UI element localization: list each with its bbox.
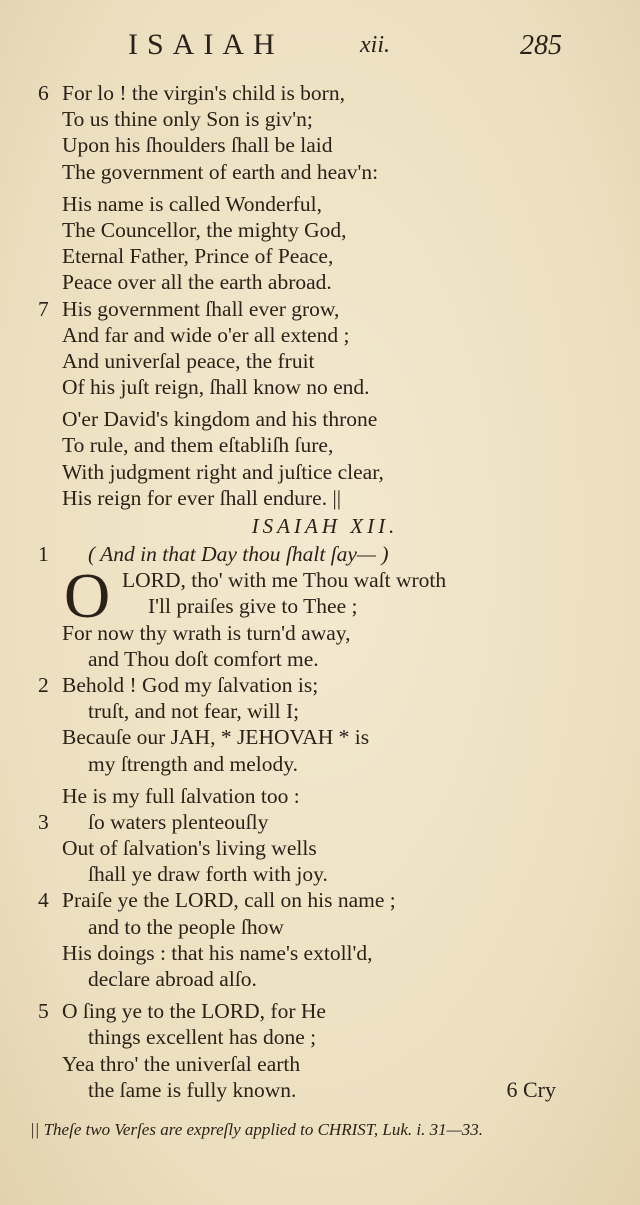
verse-line-text: His reign for ever ſhall endure. || (62, 485, 342, 510)
verse-line-text: the ſame is fully known. (88, 1077, 297, 1102)
verse-line-text: For lo ! the virgin's child is born, (62, 81, 345, 105)
verse-line-text: Peace over all the earth abroad. (62, 270, 332, 295)
verse-line (0, 191, 640, 217)
hymn-text (0, 80, 640, 1103)
verse-line-text: ſo waters plenteouſly (88, 809, 269, 834)
drop-cap-initial: O (64, 560, 111, 632)
verse-line (0, 998, 640, 1024)
verse-intro-text: ( And in that Day thou ſhalt ſay— ) (88, 542, 389, 566)
header-book-title: ISAIAH (128, 28, 284, 61)
verse-line-text: Upon his ſhoulders ſhall be laid (62, 133, 333, 158)
verse-number: 6 (38, 81, 49, 105)
verse-line (0, 835, 640, 861)
verse-line (0, 159, 640, 185)
verse-line-text: Behold ! God my ſalvation is; (62, 672, 319, 697)
verse-line-text: His doings : that his name's extoll'd, (62, 940, 373, 965)
verse-line (0, 432, 640, 458)
verse-line-text: truſt, and not fear, will I; (88, 699, 300, 724)
catchword: 6 Cry (506, 1076, 556, 1102)
verse-line (0, 217, 640, 243)
verse-line-text: and Thou doſt comfort me. (88, 646, 319, 671)
footnote: || Theſe two Verſes are expreſly applied to CHRIST, Luk. i. 31—33. (30, 1120, 484, 1139)
verse-line (0, 783, 640, 809)
verse-line-text: my ſtrength and melody. (88, 751, 298, 776)
verse-line (0, 724, 640, 750)
verse-line (0, 374, 640, 400)
verse-line (0, 485, 640, 511)
verse-line-text: ſhall ye draw forth with joy. (88, 862, 328, 887)
page-number: 285 (520, 30, 562, 61)
verse-line (0, 296, 640, 322)
verse-line-text: Out of ſalvation's living wells (62, 836, 317, 861)
verse-line (0, 940, 640, 966)
chapter-subheading: ISAIAH XII. (251, 514, 399, 538)
verse-line-text: Eternal Father, Prince of Peace, (62, 244, 334, 269)
verse-line-text: LORD, tho' with me Thou waſt wroth (122, 568, 447, 593)
verse-line (0, 861, 640, 887)
drop-cap-block (0, 560, 640, 632)
verse-line (0, 966, 640, 992)
verse-line (0, 80, 640, 106)
verse-line (0, 106, 640, 132)
verse-line-text: O'er David's kingdom and his throne (62, 407, 378, 432)
verse-line-text: Becauſe our JAH, * JEHOVAH * is (62, 725, 370, 750)
verse-number: 1 (38, 542, 49, 566)
verse-line-text: To us thine only Son is giv'n; (62, 107, 313, 132)
verse-line-text: He is my full ſalvation too : (62, 783, 300, 808)
verse-line-text: declare abroad alſo. (88, 967, 257, 992)
verse-line-text: The government of earth and heav'n: (62, 159, 379, 184)
verse-line (0, 348, 640, 374)
verse-line-text: things excellent has done ; (88, 1025, 317, 1050)
header-chapter: xii. (360, 32, 390, 58)
verse-line-text: Yea thro' the univerſal earth (62, 1051, 301, 1076)
verse-number: 7 (38, 296, 49, 321)
verse-line-text: Praiſe ye the LORD, call on his name ; (62, 888, 396, 913)
verse-line (0, 809, 640, 835)
verse-line-text: O ſing ye to the LORD, for He (62, 999, 326, 1024)
verse-number: 2 (38, 672, 49, 697)
verse-line (0, 1024, 640, 1050)
verse-line-text: To rule, and them eſtabliſh ſure, (62, 433, 334, 458)
verse-line (0, 459, 640, 485)
verse-number: 5 (38, 999, 49, 1024)
verse-line-text: and to the people ſhow (88, 914, 284, 939)
running-header (0, 28, 640, 68)
verse-line-text: And univerſal peace, the fruit (62, 348, 315, 373)
verse-line (0, 1077, 640, 1103)
verse-line-text: His name is called Wonderful, (62, 191, 322, 216)
verse-line (0, 406, 640, 432)
verse-line-text: I'll praiſes give to Thee ; (148, 594, 358, 619)
verse-line (0, 620, 640, 646)
verse-line (0, 914, 640, 940)
verse-line-text: The Councellor, the mighty God, (62, 217, 347, 242)
verse-line (0, 269, 640, 295)
verse-line-text: With judgment right and juſtice clear, (62, 459, 384, 484)
verse-line (0, 698, 640, 724)
verse-line (0, 646, 640, 672)
verse-line (0, 887, 640, 913)
verse-line (0, 593, 640, 619)
verse-line (0, 751, 640, 777)
verse-line (0, 243, 640, 269)
verse-line-text: And far and wide o'er all extend ; (62, 322, 350, 347)
verse-line (0, 672, 640, 698)
verse-line-text: Of his juſt reign, ſhall know no end. (62, 375, 370, 400)
verse-line (0, 567, 640, 593)
verse-line (0, 132, 640, 158)
verse-line (0, 322, 640, 348)
verse-number: 3 (38, 809, 49, 834)
verse-line-text: His government ſhall ever grow, (62, 296, 340, 321)
verse-line-text: For now thy wrath is turn'd away, (62, 620, 351, 645)
verse-line (0, 1051, 640, 1077)
verse-number: 4 (38, 888, 49, 913)
